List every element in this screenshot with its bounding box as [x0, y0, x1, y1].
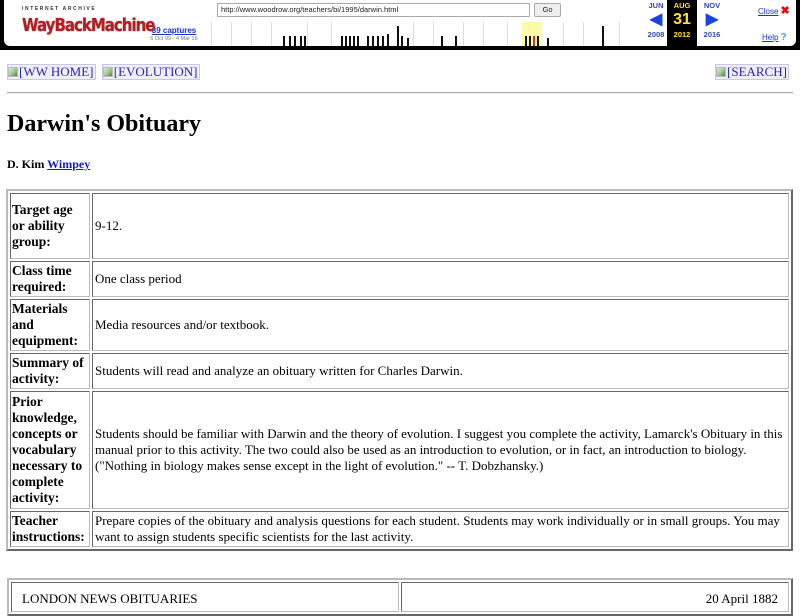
author-first: D. Kim: [7, 157, 45, 171]
nav-evolution-label: [EVOLUTION]: [113, 64, 198, 79]
close-control[interactable]: [758, 4, 790, 17]
capture-bar: [377, 36, 379, 46]
broken-image-icon: [103, 67, 113, 77]
year-tick: [619, 22, 620, 46]
table-row: [10, 299, 789, 351]
year-tick: [433, 22, 434, 46]
capture-bar: [341, 36, 343, 46]
top-nav-right: [715, 64, 792, 80]
nav-ww-home-label: [WW HOME]: [19, 64, 94, 79]
url-input[interactable]: http://www.woodrow.org/teachers/bi/1995/darwin.html: [217, 3, 530, 17]
table-row: [10, 193, 789, 259]
year-tick: [307, 22, 308, 46]
go-button[interactable]: Go: [534, 3, 561, 17]
year-tick: [583, 22, 584, 46]
row-label: Prior knowledge, concepts or vocabulary necessary to complete activity:: [10, 391, 90, 509]
year-tick: [271, 22, 272, 46]
prev-month: JUN: [648, 1, 664, 10]
wayback-machine-wordmark: WayBackMachine: [22, 14, 155, 36]
broken-image-icon: [8, 67, 18, 77]
prev-arrow-icon[interactable]: ◀: [649, 11, 663, 28]
year-tick: [211, 22, 212, 46]
row-value: Prepare copies of the obituary and analysis questions for each student. Students may work individually or in small groups. You may want to assign students specific scientists for the last activity.: [92, 511, 789, 547]
table-row: [11, 582, 789, 612]
row-label: Class time required:: [10, 261, 90, 297]
capture-bar: [441, 36, 443, 46]
year-tick: [483, 22, 484, 46]
wayback-toolbar-inner: [4, 0, 796, 46]
row-value: One class period: [92, 261, 789, 297]
obituary-source: LONDON NEWS OBITUARIES: [11, 582, 399, 612]
capture-bar: [602, 26, 604, 46]
table-row: [10, 391, 789, 509]
capture-bar: [357, 36, 359, 46]
year-tick: [463, 22, 464, 46]
capture-bar: [345, 36, 347, 46]
row-label: Summary of activity:: [10, 353, 90, 389]
lesson-info-table: [6, 189, 793, 551]
captures-range: 6 Oct 99 - 4 Mar 16: [150, 36, 198, 42]
current-capture: [667, 0, 697, 46]
capture-bar: [401, 36, 403, 46]
current-year: 2012: [673, 30, 691, 39]
capture-bar: [525, 36, 527, 46]
row-label: Target age or ability group:: [10, 193, 90, 259]
help-icon[interactable]: ?: [780, 32, 787, 43]
wayback-toolbar: [0, 0, 800, 50]
capture-bar-current: [533, 36, 535, 46]
author-link[interactable]: Wimpey: [47, 157, 91, 171]
help-link[interactable]: Help: [762, 33, 779, 42]
year-tick: [231, 22, 232, 46]
row-value: Students will read and analyze an obituary written for Charles Darwin.: [92, 353, 789, 389]
capture-bar: [537, 36, 539, 46]
capture-bar: [300, 36, 302, 46]
capture-bar: [397, 26, 399, 46]
year-tick: [251, 22, 252, 46]
nav-evolution[interactable]: [102, 64, 200, 80]
month-navigator: [640, 0, 752, 46]
internet-archive-label: INTERNET ARCHIVE: [22, 6, 97, 12]
wayback-logo[interactable]: [22, 6, 155, 42]
capture-bar: [304, 36, 306, 46]
nav-search-label: [SEARCH]: [727, 64, 787, 79]
close-icon[interactable]: ✖: [780, 5, 790, 17]
page-title: Darwin's Obituary: [7, 111, 202, 137]
next-arrow-icon[interactable]: ▶: [705, 11, 719, 28]
capture-bar: [455, 36, 457, 46]
row-value: Students should be familiar with Darwin and the theory of evolution. I suggest you complete the activity, Lamarck's Obituary in this manual prior to this activity. The two could also be used as an introduction to evolution, or in fact, an introduction to biology. ("Nothing in biology makes sense except in the light of evolution." -- T. Dobzhansky.): [92, 391, 789, 509]
capture-bar: [294, 36, 296, 46]
close-link[interactable]: Close: [758, 7, 779, 16]
capture-bar: [387, 34, 389, 46]
table-row: [10, 261, 789, 297]
capture-bar: [382, 36, 384, 46]
year-tick: [413, 22, 414, 46]
captures-link[interactable]: 39 captures: [151, 26, 197, 35]
row-label: Teacher instructions:: [10, 511, 90, 547]
help-control[interactable]: [762, 32, 787, 43]
capture-sparkline[interactable]: [207, 22, 639, 46]
captures-summary: [144, 26, 204, 42]
next-month: NOV: [703, 1, 721, 10]
capture-bar: [367, 36, 369, 46]
capture-bar: [547, 38, 549, 46]
current-day: 31: [673, 11, 691, 28]
obituary-header-table: [7, 578, 793, 616]
obituary-date: 20 April 1882: [401, 582, 789, 612]
table-row: [10, 353, 789, 389]
prev-year: 2008: [647, 30, 665, 39]
year-tick: [331, 22, 332, 46]
capture-bar: [349, 36, 351, 46]
top-nav: [7, 64, 203, 80]
year-tick: [507, 22, 508, 46]
capture-bar: [353, 36, 355, 46]
nav-ww-home[interactable]: [7, 64, 96, 80]
author-line: [7, 157, 90, 172]
row-label: Materials and equipment:: [10, 299, 90, 351]
row-value: Media resources and/or textbook.: [92, 299, 789, 351]
capture-bar: [372, 36, 374, 46]
nav-search[interactable]: [715, 64, 789, 80]
table-row: [10, 511, 789, 547]
capture-bar: [289, 36, 291, 46]
divider: [7, 92, 793, 94]
broken-image-icon: [716, 67, 726, 77]
next-capture[interactable]: [696, 0, 728, 39]
row-value: 9-12.: [92, 193, 789, 259]
capture-bar: [283, 36, 285, 46]
capture-bar: [529, 36, 531, 46]
next-year: 2016: [703, 30, 721, 39]
capture-bar: [407, 38, 409, 46]
year-tick: [563, 22, 564, 46]
current-month: AUG: [673, 1, 691, 10]
